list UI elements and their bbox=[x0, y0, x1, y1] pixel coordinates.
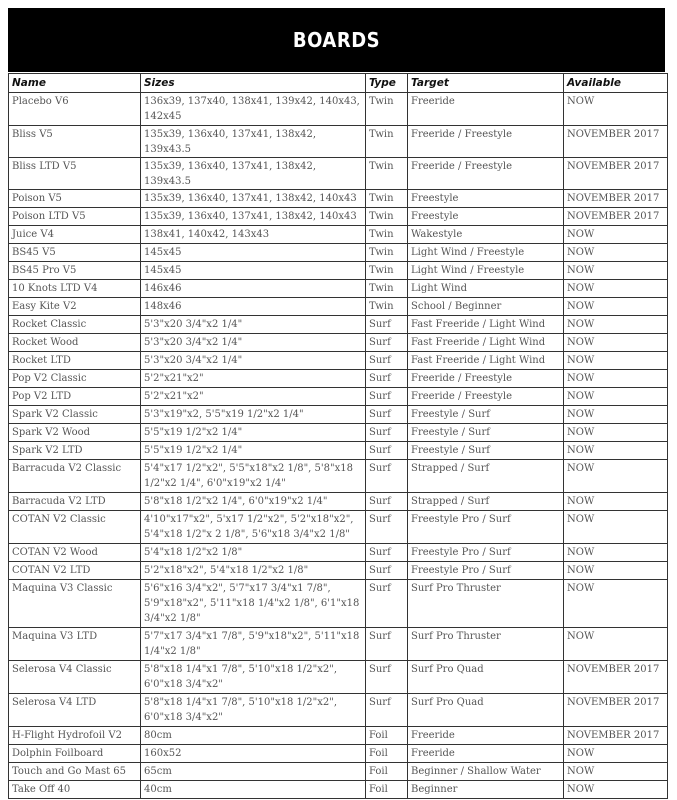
cell-available: NOW bbox=[564, 562, 668, 580]
cell-name: BS45 V5 bbox=[9, 244, 141, 262]
cell-available: NOW bbox=[564, 544, 668, 562]
cell-available: NOW bbox=[564, 493, 668, 511]
cell-available: NOVEMBER 2017 bbox=[564, 126, 668, 158]
cell-type: Foil bbox=[366, 781, 408, 799]
cell-name: H-Flight Hydrofoil V2 bbox=[9, 727, 141, 745]
cell-available: NOW bbox=[564, 388, 668, 406]
cell-type: Twin bbox=[366, 208, 408, 226]
table-row bbox=[9, 316, 668, 334]
cell-type: Surf bbox=[366, 352, 408, 370]
cell-type: Foil bbox=[366, 745, 408, 763]
cell-type: Twin bbox=[366, 158, 408, 190]
cell-target: School / Beginner bbox=[408, 298, 564, 316]
cell-name: Bliss V5 bbox=[9, 126, 141, 158]
table-row bbox=[9, 406, 668, 424]
cell-name: Maquina V3 LTD bbox=[9, 628, 141, 661]
cell-sizes: 135x39, 136x40, 137x41, 138x42, 140x43 bbox=[141, 208, 366, 226]
cell-available: NOVEMBER 2017 bbox=[564, 661, 668, 694]
cell-sizes: 135x39, 136x40, 137x41, 138x42, 140x43 bbox=[141, 190, 366, 208]
cell-target: Freestyle Pro / Surf bbox=[408, 562, 564, 580]
cell-type: Surf bbox=[366, 424, 408, 442]
cell-available: NOW bbox=[564, 334, 668, 352]
cell-type: Twin bbox=[366, 280, 408, 298]
cell-sizes: 160x52 bbox=[141, 745, 366, 763]
cell-target: Fast Freeride / Light Wind bbox=[408, 316, 564, 334]
cell-available: NOVEMBER 2017 bbox=[564, 727, 668, 745]
column-header-target: Target bbox=[408, 74, 564, 93]
cell-available: NOW bbox=[564, 511, 668, 544]
cell-available: NOW bbox=[564, 745, 668, 763]
cell-available: NOW bbox=[564, 460, 668, 493]
cell-available: NOW bbox=[564, 424, 668, 442]
cell-name: Rocket LTD bbox=[9, 352, 141, 370]
cell-type: Surf bbox=[366, 628, 408, 661]
table-row bbox=[9, 424, 668, 442]
table-row bbox=[9, 511, 668, 544]
cell-type: Surf bbox=[366, 370, 408, 388]
cell-type: Twin bbox=[366, 126, 408, 158]
column-header-sizes: Sizes bbox=[141, 74, 366, 93]
table-row bbox=[9, 442, 668, 460]
cell-name: Pop V2 Classic bbox=[9, 370, 141, 388]
cell-target: Freeride bbox=[408, 93, 564, 126]
table-body bbox=[9, 93, 668, 799]
boards-table bbox=[8, 73, 668, 799]
cell-name: Barracuda V2 LTD bbox=[9, 493, 141, 511]
cell-target: Light Wind / Freestyle bbox=[408, 244, 564, 262]
cell-sizes: 136x39, 137x40, 138x41, 139x42, 140x43, 142x45 bbox=[141, 93, 366, 126]
table-row bbox=[9, 781, 668, 799]
cell-type: Surf bbox=[366, 511, 408, 544]
cell-target: Freestyle Pro / Surf bbox=[408, 544, 564, 562]
cell-name: Barracuda V2 Classic bbox=[9, 460, 141, 493]
cell-type: Surf bbox=[366, 388, 408, 406]
cell-name: Take Off 40 bbox=[9, 781, 141, 799]
cell-target: Freestyle / Surf bbox=[408, 406, 564, 424]
cell-sizes: 5'3"x19"x2, 5'5"x19 1/2"x2 1/4" bbox=[141, 406, 366, 424]
table-row bbox=[9, 763, 668, 781]
cell-target: Surf Pro Thruster bbox=[408, 628, 564, 661]
cell-sizes: 5'2"x18"x2", 5'4"x18 1/2"x2 1/8" bbox=[141, 562, 366, 580]
cell-sizes: 5'8"x18 1/4"x1 7/8", 5'10"x18 1/2"x2", 6'0"x18 3/4"x2" bbox=[141, 694, 366, 727]
table-row bbox=[9, 298, 668, 316]
table-row bbox=[9, 661, 668, 694]
cell-target: Freeride / Freestyle bbox=[408, 158, 564, 190]
cell-name: Pop V2 LTD bbox=[9, 388, 141, 406]
table-row bbox=[9, 694, 668, 727]
cell-sizes: 5'5"x19 1/2"x2 1/4" bbox=[141, 442, 366, 460]
cell-type: Twin bbox=[366, 226, 408, 244]
table-row bbox=[9, 580, 668, 628]
cell-sizes: 5'6"x16 3/4"x2", 5'7"x17 3/4"x1 7/8", 5'9"x18"x2", 5'11"x18 1/4"x2 1/8", 6'1"x18 3/4"x2 1/8" bbox=[141, 580, 366, 628]
cell-available: NOVEMBER 2017 bbox=[564, 208, 668, 226]
cell-available: NOVEMBER 2017 bbox=[564, 158, 668, 190]
cell-target: Light Wind bbox=[408, 280, 564, 298]
cell-name: Poison LTD V5 bbox=[9, 208, 141, 226]
cell-target: Beginner / Shallow Water bbox=[408, 763, 564, 781]
cell-name: Juice V4 bbox=[9, 226, 141, 244]
cell-available: NOW bbox=[564, 763, 668, 781]
cell-type: Twin bbox=[366, 93, 408, 126]
cell-type: Surf bbox=[366, 442, 408, 460]
cell-target: Freeride / Freestyle bbox=[408, 388, 564, 406]
cell-type: Twin bbox=[366, 190, 408, 208]
column-header-type: Type bbox=[366, 74, 408, 93]
cell-sizes: 5'4"x18 1/2"x2 1/8" bbox=[141, 544, 366, 562]
cell-name: Spark V2 LTD bbox=[9, 442, 141, 460]
table-row bbox=[9, 226, 668, 244]
cell-target: Freestyle / Surf bbox=[408, 424, 564, 442]
cell-sizes: 5'2"x21"x2" bbox=[141, 388, 366, 406]
cell-sizes: 5'4"x17 1/2"x2", 5'5"x18"x2 1/8", 5'8"x18 1/2"x2 1/4", 6'0"x19"x2 1/4" bbox=[141, 460, 366, 493]
table-row bbox=[9, 244, 668, 262]
cell-name: Easy Kite V2 bbox=[9, 298, 141, 316]
cell-name: COTAN V2 LTD bbox=[9, 562, 141, 580]
cell-target: Strapped / Surf bbox=[408, 460, 564, 493]
cell-type: Surf bbox=[366, 460, 408, 493]
table-row bbox=[9, 126, 668, 158]
cell-type: Surf bbox=[366, 544, 408, 562]
cell-target: Surf Pro Thruster bbox=[408, 580, 564, 628]
table-row bbox=[9, 388, 668, 406]
cell-target: Freestyle bbox=[408, 208, 564, 226]
cell-available: NOW bbox=[564, 580, 668, 628]
cell-target: Light Wind / Freestyle bbox=[408, 262, 564, 280]
cell-available: NOW bbox=[564, 442, 668, 460]
table-row bbox=[9, 628, 668, 661]
cell-sizes: 4'10"x17"x2", 5'x17 1/2"x2", 5'2"x18"x2", 5'4"x18 1/2"x 2 1/8", 5'6"x18 3/4"x2 1/8" bbox=[141, 511, 366, 544]
cell-type: Surf bbox=[366, 334, 408, 352]
cell-sizes: 135x39, 136x40, 137x41, 138x42, 139x43.5 bbox=[141, 126, 366, 158]
cell-sizes: 5'3"x20 3/4"x2 1/4" bbox=[141, 352, 366, 370]
cell-target: Freestyle Pro / Surf bbox=[408, 511, 564, 544]
cell-available: NOW bbox=[564, 628, 668, 661]
cell-name: Rocket Classic bbox=[9, 316, 141, 334]
cell-type: Twin bbox=[366, 298, 408, 316]
cell-available: NOW bbox=[564, 93, 668, 126]
cell-name: COTAN V2 Wood bbox=[9, 544, 141, 562]
cell-sizes: 145x45 bbox=[141, 244, 366, 262]
cell-name: Spark V2 Classic bbox=[9, 406, 141, 424]
cell-available: NOW bbox=[564, 244, 668, 262]
cell-type: Surf bbox=[366, 493, 408, 511]
cell-available: NOW bbox=[564, 280, 668, 298]
table-row bbox=[9, 93, 668, 126]
cell-sizes: 5'7"x17 3/4"x1 7/8", 5'9"x18"x2", 5'11"x18 1/4"x2 1/8" bbox=[141, 628, 366, 661]
cell-sizes: 135x39, 136x40, 137x41, 138x42, 139x43.5 bbox=[141, 158, 366, 190]
cell-target: Surf Pro Quad bbox=[408, 694, 564, 727]
table-row bbox=[9, 493, 668, 511]
cell-name: Bliss LTD V5 bbox=[9, 158, 141, 190]
table-row bbox=[9, 352, 668, 370]
cell-type: Surf bbox=[366, 580, 408, 628]
cell-target: Freeride / Freestyle bbox=[408, 370, 564, 388]
table-row bbox=[9, 334, 668, 352]
cell-name: Dolphin Foilboard bbox=[9, 745, 141, 763]
cell-type: Foil bbox=[366, 727, 408, 745]
table-row bbox=[9, 370, 668, 388]
cell-target: Freestyle bbox=[408, 190, 564, 208]
cell-sizes: 40cm bbox=[141, 781, 366, 799]
cell-name: COTAN V2 Classic bbox=[9, 511, 141, 544]
cell-name: Selerosa V4 Classic bbox=[9, 661, 141, 694]
cell-type: Surf bbox=[366, 694, 408, 727]
cell-target: Freestyle / Surf bbox=[408, 442, 564, 460]
cell-available: NOVEMBER 2017 bbox=[564, 694, 668, 727]
column-header-name: Name bbox=[9, 74, 141, 93]
cell-name: Rocket Wood bbox=[9, 334, 141, 352]
cell-sizes: 148x46 bbox=[141, 298, 366, 316]
cell-target: Fast Freeride / Light Wind bbox=[408, 352, 564, 370]
cell-available: NOW bbox=[564, 406, 668, 424]
cell-type: Twin bbox=[366, 262, 408, 280]
cell-name: Poison V5 bbox=[9, 190, 141, 208]
cell-available: NOW bbox=[564, 781, 668, 799]
table-row bbox=[9, 262, 668, 280]
cell-available: NOW bbox=[564, 316, 668, 334]
cell-type: Twin bbox=[366, 244, 408, 262]
cell-available: NOW bbox=[564, 226, 668, 244]
table-row bbox=[9, 562, 668, 580]
table-row bbox=[9, 745, 668, 763]
cell-available: NOVEMBER 2017 bbox=[564, 190, 668, 208]
cell-sizes: 65cm bbox=[141, 763, 366, 781]
cell-type: Surf bbox=[366, 316, 408, 334]
cell-type: Surf bbox=[366, 562, 408, 580]
cell-sizes: 5'3"x20 3/4"x2 1/4" bbox=[141, 316, 366, 334]
cell-sizes: 145x45 bbox=[141, 262, 366, 280]
cell-name: Spark V2 Wood bbox=[9, 424, 141, 442]
cell-name: Placebo V6 bbox=[9, 93, 141, 126]
cell-available: NOW bbox=[564, 298, 668, 316]
cell-available: NOW bbox=[564, 262, 668, 280]
table-row bbox=[9, 280, 668, 298]
cell-sizes: 5'8"x18 1/4"x1 7/8", 5'10"x18 1/2"x2", 6'0"x18 3/4"x2" bbox=[141, 661, 366, 694]
table-row bbox=[9, 460, 668, 493]
cell-sizes: 5'5"x19 1/2"x2 1/4" bbox=[141, 424, 366, 442]
cell-name: Selerosa V4 LTD bbox=[9, 694, 141, 727]
cell-target: Strapped / Surf bbox=[408, 493, 564, 511]
cell-target: Freeride bbox=[408, 745, 564, 763]
cell-sizes: 80cm bbox=[141, 727, 366, 745]
cell-available: NOW bbox=[564, 370, 668, 388]
cell-type: Surf bbox=[366, 406, 408, 424]
cell-sizes: 138x41, 140x42, 143x43 bbox=[141, 226, 366, 244]
table-row bbox=[9, 208, 668, 226]
cell-target: Fast Freeride / Light Wind bbox=[408, 334, 564, 352]
cell-target: Beginner bbox=[408, 781, 564, 799]
table-row bbox=[9, 190, 668, 208]
cell-target: Freeride bbox=[408, 727, 564, 745]
cell-sizes: 146x46 bbox=[141, 280, 366, 298]
cell-name: Touch and Go Mast 65 bbox=[9, 763, 141, 781]
table-header-row bbox=[9, 74, 668, 93]
page-title: BOARDS bbox=[292, 27, 381, 53]
table-row bbox=[9, 727, 668, 745]
title-banner bbox=[8, 8, 665, 72]
cell-name: BS45 Pro V5 bbox=[9, 262, 141, 280]
table-row bbox=[9, 544, 668, 562]
cell-target: Freeride / Freestyle bbox=[408, 126, 564, 158]
cell-sizes: 5'3"x20 3/4"x2 1/4" bbox=[141, 334, 366, 352]
cell-type: Surf bbox=[366, 661, 408, 694]
cell-available: NOW bbox=[564, 352, 668, 370]
cell-target: Wakestyle bbox=[408, 226, 564, 244]
table-row bbox=[9, 158, 668, 190]
cell-target: Surf Pro Quad bbox=[408, 661, 564, 694]
cell-name: 10 Knots LTD V4 bbox=[9, 280, 141, 298]
cell-sizes: 5'2"x21"x2" bbox=[141, 370, 366, 388]
cell-name: Maquina V3 Classic bbox=[9, 580, 141, 628]
column-header-available: Available bbox=[564, 74, 668, 93]
cell-sizes: 5'8"x18 1/2"x2 1/4", 6'0"x19"x2 1/4" bbox=[141, 493, 366, 511]
cell-type: Foil bbox=[366, 763, 408, 781]
